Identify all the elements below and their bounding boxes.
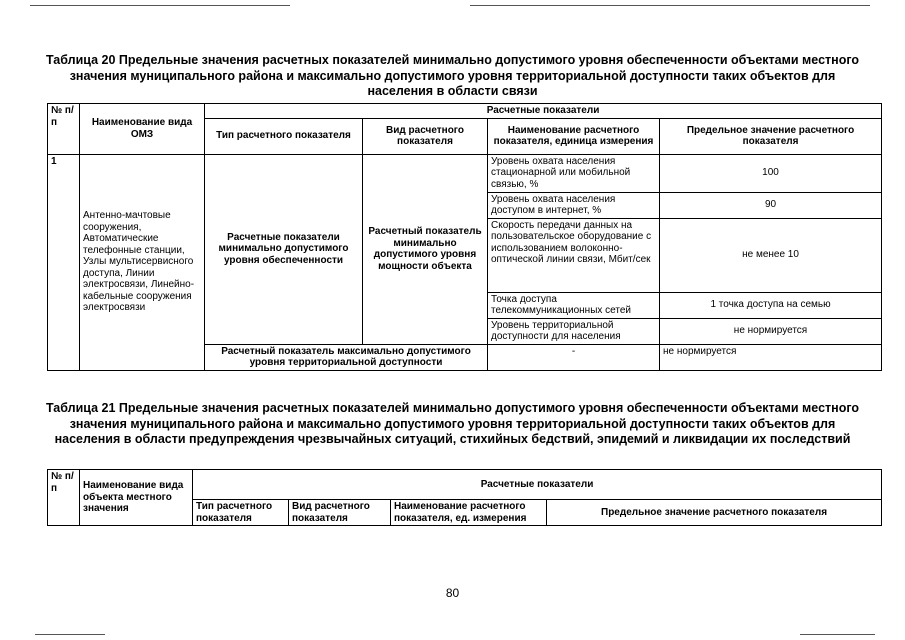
table20-access-label: Расчетный показатель максимально допустимого уровня территориальной доступности bbox=[205, 344, 488, 370]
table20-indicator-4: Точка доступа телекоммуникационных сетей bbox=[488, 292, 660, 318]
table21-caption: Таблица 21 Предельные значения расчетных показателей минимально допустимого уровня обеспеченности объектами местного значения муниципального района и максимально допустимого уровня территориальной доступности таких объектов для населения в области предупреждения чрезвычайных ситуаций, стихийных бедствий, эпидемий и ликвидации их последствий bbox=[45, 401, 860, 446]
bottom-scan-line-left bbox=[35, 634, 105, 635]
table20-indicator-3: Скорость передачи данных на пользовательское оборудование с использованием волоконно-оптической линии связи, Мбит/сек bbox=[488, 218, 660, 292]
table20-value-1: 100 bbox=[660, 154, 882, 192]
table20-row-name: Антенно-мачтовые сооружения, Автоматические телефонные станции, Узлы мультисервисного доступа, Линии электросвязи, Линейно-кабельные сооружения электросвязи bbox=[80, 154, 205, 370]
table20-header-type: Тип расчетного показателя bbox=[205, 118, 363, 154]
table20-access-indicator: - bbox=[488, 344, 660, 370]
table20-value-4: 1 точка доступа на семью bbox=[660, 292, 882, 318]
table20-value-5: не нормируется bbox=[660, 318, 882, 344]
table21-header-type: Тип расчетного показателя bbox=[193, 500, 289, 526]
table20-header-kind: Вид расчетного показателя bbox=[363, 118, 488, 154]
page-number: 80 bbox=[445, 586, 460, 600]
table21-header-num: № п/п bbox=[48, 470, 80, 526]
table20-value-3: не менее 10 bbox=[660, 218, 882, 292]
table21-header-kind: Вид расчетного показателя bbox=[289, 500, 391, 526]
table20-row-kind: Расчетный показатель минимально допустимого уровня мощности объекта bbox=[363, 154, 488, 344]
table21-header-indicator: Наименование расчетного показателя, ед. измерения bbox=[391, 500, 547, 526]
table20-indicator-1: Уровень охвата населения стационарной или мобильной связью, % bbox=[488, 154, 660, 192]
table20-header-num: № п/п bbox=[48, 104, 80, 155]
table21 bbox=[47, 469, 882, 526]
top-scan-line-right bbox=[470, 5, 870, 6]
table20-value-2: 90 bbox=[660, 192, 882, 218]
table20-header-indicator: Наименование расчетного показателя, единица измерения bbox=[488, 118, 660, 154]
table21-header-group: Расчетные показатели bbox=[193, 470, 882, 500]
table20-indicator-5: Уровень территориальной доступности для населения bbox=[488, 318, 660, 344]
top-scan-line-left bbox=[30, 5, 290, 6]
table20 bbox=[47, 103, 882, 371]
table21-header-name: Наименование вида объекта местного значения bbox=[80, 470, 193, 526]
table20-num-spacer bbox=[48, 344, 80, 370]
table20-row-type: Расчетные показатели минимально допустимого уровня обеспеченности bbox=[205, 154, 363, 344]
table20-header-group: Расчетные показатели bbox=[205, 104, 882, 119]
table20-header-limit: Предельное значение расчетного показателя bbox=[660, 118, 882, 154]
bottom-scan-line-right bbox=[800, 634, 875, 635]
table20-header-name: Наименование вида ОМЗ bbox=[80, 104, 205, 155]
table20-access-value: не нормируется bbox=[660, 344, 882, 370]
table20-caption: Таблица 20 Предельные значения расчетных показателей минимально допустимого уровня обеспеченности объектами местного значения муниципального района и максимально допустимого уровня территориальной доступности таких объектов для населения в области связи bbox=[45, 53, 860, 98]
table20-indicator-2: Уровень охвата населения доступом в интернет, % bbox=[488, 192, 660, 218]
table20-row-num: 1 bbox=[48, 154, 80, 344]
table21-header-limit: Предельное значение расчетного показателя bbox=[547, 500, 882, 526]
